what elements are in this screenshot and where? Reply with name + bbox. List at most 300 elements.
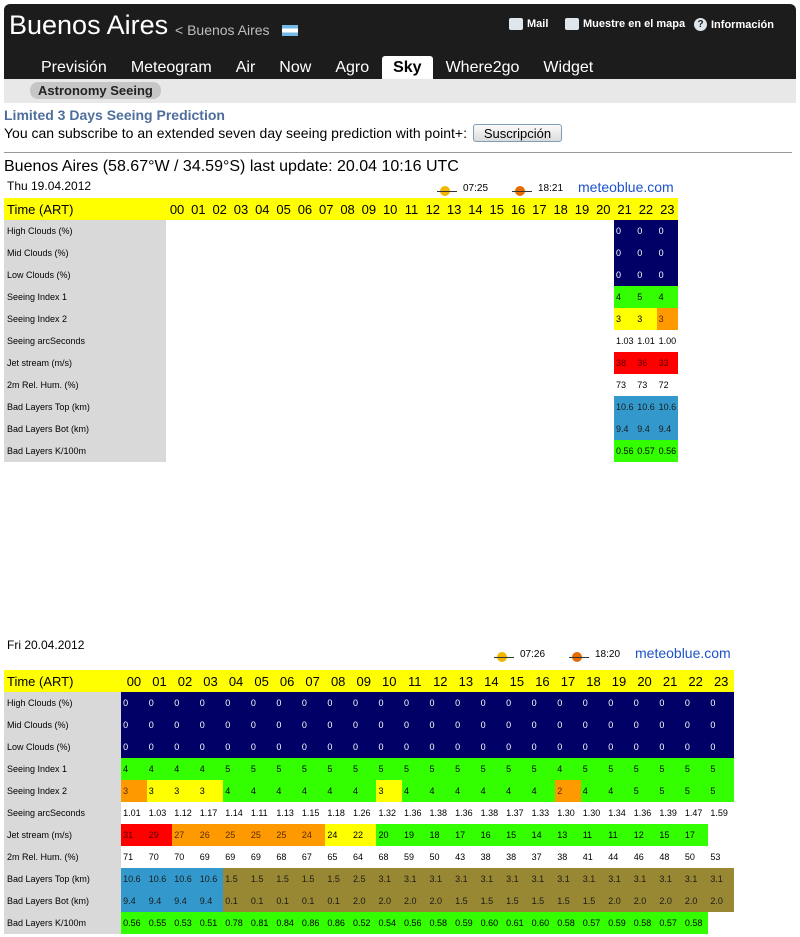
value-cell: 2.0 [657,890,683,912]
hour-cell: 18 [550,198,571,220]
value-cell [507,374,528,396]
value-cell: 4 [402,780,428,802]
nav-tabs [30,56,606,79]
value-cell [188,286,209,308]
value-cell: 68 [378,852,389,862]
argentina-flag-icon [282,25,298,36]
value-cell [593,308,614,330]
value-cell [166,220,187,242]
value-cell [273,418,294,440]
value-cell: 3.1 [530,868,556,890]
value-cell: 3 [198,780,224,802]
sunrise-icon [437,181,457,195]
tab-widget[interactable]: Widget [543,59,594,76]
value-cell: 0.52 [351,912,377,934]
value-cell: 0 [530,714,556,736]
value-cell [529,396,550,418]
value-cell [188,330,209,352]
value-cell [337,308,358,330]
value-cell: 50 [684,852,695,862]
hour-cell: 16 [530,670,556,692]
table-row [4,714,734,736]
hour-cell: 19 [606,670,632,692]
day2-sunset-time: 18:20 [595,648,621,660]
value-cell: 1.5 [223,868,249,890]
hour-cell: 06 [294,198,315,220]
value-cell: 0 [683,692,709,714]
map-link[interactable] [565,18,685,30]
tab-where2go[interactable]: Where2go [445,59,520,76]
value-cell: 9.4 [635,418,656,440]
value-cell: 2.0 [632,890,658,912]
mail-link[interactable] [509,18,548,30]
table-row [4,692,734,714]
value-cell [252,308,273,330]
value-cell: 1.39 [659,808,677,818]
value-cell [571,374,592,396]
value-cell: 69 [225,852,236,862]
mail-label: Mail [527,18,549,30]
value-cell [294,418,315,440]
value-cell: 2.0 [606,890,632,912]
value-cell: 48 [659,852,670,862]
value-cell [401,440,422,462]
value-cell [358,220,379,242]
value-cell [422,374,443,396]
value-cell: 64 [352,852,363,862]
value-cell [188,374,209,396]
day2-sunset [569,647,620,661]
hour-cell: 13 [443,198,464,220]
value-cell: 5 [504,758,530,780]
value-cell [443,286,464,308]
value-cell: 1.5 [555,890,581,912]
value-cell [465,374,486,396]
value-cell [166,242,187,264]
table-row [4,868,734,890]
hour-cell: 12 [428,670,454,692]
value-cell: 1.5 [504,890,530,912]
hour-cell: 18 [581,670,607,692]
value-cell: 72 [658,380,669,390]
value-cell [443,440,464,462]
hour-cell: 07 [300,670,326,692]
value-cell: 0 [581,692,607,714]
tab-now[interactable]: Now [279,59,312,76]
value-cell [401,418,422,440]
value-cell: 0 [351,714,377,736]
value-cell [401,374,422,396]
value-cell [380,440,401,462]
value-cell [380,308,401,330]
tab-sky[interactable]: Sky [382,56,432,79]
meteoblue-link[interactable]: meteoblue.com [578,179,674,195]
value-cell [230,396,251,418]
value-cell: 73 [615,380,626,390]
value-cell: 0 [351,736,377,758]
value-cell [209,242,230,264]
value-cell: 0 [121,714,147,736]
value-cell: 1.12 [174,808,192,818]
value-cell [465,440,486,462]
value-cell: 0 [172,736,198,758]
hour-cell: 09 [351,670,377,692]
value-cell: 0.56 [121,912,147,934]
row-label: Mid Clouds (%) [4,242,166,264]
value-cell: 0 [632,736,658,758]
value-cell: 10.6 [614,396,635,418]
value-cell: 4 [606,780,632,802]
value-cell [358,264,379,286]
value-cell: 5 [325,758,351,780]
value-cell [507,440,528,462]
row-label: Low Clouds (%) [4,736,121,758]
value-cell [273,440,294,462]
value-cell: 0.57 [635,440,656,462]
value-cell: 2.0 [351,890,377,912]
value-cell [486,374,507,396]
value-cell [550,264,571,286]
value-cell: 25 [223,824,249,846]
value-cell: 24 [325,824,351,846]
row-label: Seeing arcSeconds [4,802,121,824]
meteoblue-link[interactable]: meteoblue.com [635,645,731,661]
value-cell: 4 [555,758,581,780]
value-cell: 2.0 [402,890,428,912]
value-cell: 3 [376,780,402,802]
value-cell: 0 [657,736,683,758]
mail-icon [509,18,523,30]
tab-meteogram[interactable]: Meteogram [130,59,212,76]
value-cell: 0 [555,714,581,736]
value-cell [550,396,571,418]
value-cell: 0.54 [376,912,402,934]
table-row [4,758,734,780]
value-cell [337,220,358,242]
value-cell [230,418,251,440]
value-cell [316,242,337,264]
value-cell: 5 [479,758,505,780]
value-cell: 10.6 [198,868,224,890]
value-cell: 0.86 [300,912,326,934]
value-cell: 0.86 [325,912,351,934]
value-cell: 0 [300,736,326,758]
value-cell [166,264,187,286]
day2-sunrise [494,647,545,661]
day1-forecast-table [4,198,678,462]
tab-astronomy-seeing[interactable]: Astronomy Seeing [30,82,161,99]
value-cell [422,330,443,352]
value-cell [529,418,550,440]
hour-cell: 14 [479,670,505,692]
time-header-row [4,198,678,220]
value-cell: 0.51 [198,912,224,934]
value-cell: 4 [657,286,678,308]
value-cell [593,330,614,352]
value-cell [571,396,592,418]
value-cell [486,440,507,462]
value-cell: 0 [504,736,530,758]
value-cell [294,374,315,396]
value-cell [273,264,294,286]
value-cell [188,220,209,242]
value-cell: 1.5 [274,868,300,890]
value-cell [593,220,614,242]
hour-cell: 02 [209,198,230,220]
hour-cell: 19 [571,198,592,220]
value-cell [316,396,337,418]
table-row [4,264,678,286]
value-cell: 1.01 [637,336,655,346]
hour-cell: 17 [555,670,581,692]
value-cell: 3.1 [555,868,581,890]
value-cell [358,440,379,462]
value-cell [316,264,337,286]
value-cell: 0 [274,714,300,736]
value-cell [358,308,379,330]
hour-cell: 04 [252,198,273,220]
value-cell: 71 [123,852,134,862]
value-cell: 4 [581,780,607,802]
value-cell: 46 [633,852,644,862]
value-cell [209,308,230,330]
row-label: Seeing Index 2 [4,308,166,330]
value-cell: 1.17 [199,808,218,818]
value-cell [401,242,422,264]
value-cell [529,440,550,462]
value-cell [273,352,294,374]
row-label: Bad Layers K/100m [4,912,121,934]
value-cell [294,286,315,308]
row-label: Seeing Index 1 [4,758,121,780]
hour-cell: 00 [166,198,187,220]
value-cell [593,264,614,286]
value-cell: 13 [555,824,581,846]
value-cell: 4 [530,780,556,802]
value-cell: 3.1 [708,868,734,890]
header-bar [4,4,796,79]
value-cell: 0.1 [300,890,326,912]
value-cell: 5 [351,758,377,780]
value-cell: 0 [504,714,530,736]
value-cell: 5 [223,758,249,780]
table-row [4,286,678,308]
value-cell: 0.78 [223,912,249,934]
value-cell: 11 [606,824,632,846]
value-cell: 1.5 [300,868,326,890]
value-cell [486,286,507,308]
value-cell [166,418,187,440]
value-cell: 4 [428,780,454,802]
hour-cell: 10 [380,198,401,220]
value-cell [316,308,337,330]
value-cell [593,396,614,418]
value-cell: 65 [327,852,338,862]
hour-cell: 20 [632,670,658,692]
value-cell: 0.1 [274,890,300,912]
value-cell: 0 [376,714,402,736]
value-cell [422,264,443,286]
value-cell: 4 [614,286,635,308]
value-cell: 4 [479,780,505,802]
value-cell [422,352,443,374]
hour-cell: 22 [683,670,709,692]
value-cell [273,330,294,352]
value-cell: 0 [530,692,556,714]
value-cell [209,418,230,440]
value-cell: 3 [657,308,678,330]
value-cell: 1.03 [148,808,167,818]
value-cell [358,374,379,396]
value-cell: 1.15 [301,808,320,818]
value-cell [571,418,592,440]
subscribe-button[interactable]: Suscripción [473,124,562,142]
value-cell [273,396,294,418]
value-cell: 10.6 [121,868,147,890]
value-cell: 5 [376,758,402,780]
value-cell: 3.1 [581,868,607,890]
hour-cell: 02 [172,670,198,692]
value-cell: 0 [632,714,658,736]
value-cell: 14 [530,824,556,846]
value-cell: 5 [428,758,454,780]
value-cell [316,286,337,308]
value-cell [380,418,401,440]
value-cell: 50 [429,852,440,862]
value-cell: 0 [657,264,678,286]
value-cell [401,220,422,242]
value-cell [465,396,486,418]
value-cell: 0.60 [530,912,556,934]
value-cell: 5 [606,758,632,780]
value-cell: 1.5 [530,890,556,912]
value-cell [230,308,251,330]
value-cell: 3.1 [428,868,454,890]
value-cell: 3.1 [606,868,632,890]
value-cell: 4 [172,758,198,780]
hour-cell: 17 [529,198,550,220]
value-cell [230,440,251,462]
value-cell [465,330,486,352]
value-cell: 3.1 [683,868,709,890]
breadcrumb[interactable]: < Buenos Aires [175,22,270,38]
value-cell: 0 [606,692,632,714]
value-cell [252,330,273,352]
value-cell [252,396,273,418]
value-cell [422,418,443,440]
value-cell: 4 [223,780,249,802]
value-cell: 0 [325,714,351,736]
value-cell: 4 [198,758,224,780]
hour-cell: 14 [465,198,486,220]
value-cell [422,440,443,462]
value-cell: 1.38 [480,808,499,818]
value-cell [571,330,592,352]
value-cell: 12 [632,824,658,846]
value-cell: 27 [172,824,198,846]
value-cell: 0.1 [223,890,249,912]
value-cell: 0 [274,736,300,758]
value-cell: 38 [506,852,517,862]
tab-previsi-n[interactable]: Previsión [41,59,107,76]
value-cell [550,220,571,242]
value-cell [571,308,592,330]
value-cell [507,396,528,418]
value-cell: 0 [606,714,632,736]
value-cell [209,286,230,308]
value-cell [401,308,422,330]
table-row [4,846,734,868]
hour-cell: 01 [147,670,173,692]
page-title: Buenos Aires [9,10,169,40]
value-cell: 0 [351,692,377,714]
value-cell: 0.56 [657,440,678,462]
hour-cell: 13 [453,670,479,692]
value-cell [358,418,379,440]
info-link[interactable] [694,18,774,31]
value-cell [550,242,571,264]
value-cell: 4 [147,758,173,780]
value-cell: 0.56 [402,912,428,934]
value-cell [188,242,209,264]
table-row [4,352,678,374]
value-cell: 0 [453,692,479,714]
hour-cell: 15 [504,670,530,692]
value-cell: 0.61 [504,912,530,934]
value-cell: 22 [351,824,377,846]
value-cell: 0.84 [274,912,300,934]
value-cell: 1.18 [327,808,345,818]
value-cell: 0.58 [683,912,709,934]
value-cell: 0 [300,692,326,714]
value-cell [252,220,273,242]
value-cell: 0 [147,736,173,758]
value-cell [230,352,251,374]
value-cell [529,330,550,352]
value-cell [422,396,443,418]
tab-air[interactable]: Air [235,59,256,76]
value-cell [465,352,486,374]
value-cell [188,418,209,440]
value-cell: 5 [530,758,556,780]
value-cell: 0 [657,242,678,264]
value-cell: 0 [453,714,479,736]
hour-cell: 08 [337,198,358,220]
value-cell [166,440,187,462]
tab-agro[interactable]: Agro [335,59,370,76]
value-cell: 20 [376,824,402,846]
sunset-icon [569,647,589,661]
value-cell [571,242,592,264]
value-cell [507,330,528,352]
value-cell: 3.1 [632,868,658,890]
value-cell: 0 [683,714,709,736]
hour-cell: 12 [422,198,443,220]
value-cell: 18 [428,824,454,846]
value-cell: 0.58 [555,912,581,934]
value-cell [507,308,528,330]
value-cell [230,286,251,308]
value-cell [443,396,464,418]
value-cell [252,374,273,396]
value-cell: 0 [428,692,454,714]
value-cell: 4 [249,780,275,802]
value-cell: 0 [555,736,581,758]
table-row [4,780,734,802]
day2-forecast-table [4,670,734,934]
value-cell: 0 [300,714,326,736]
value-cell [166,286,187,308]
